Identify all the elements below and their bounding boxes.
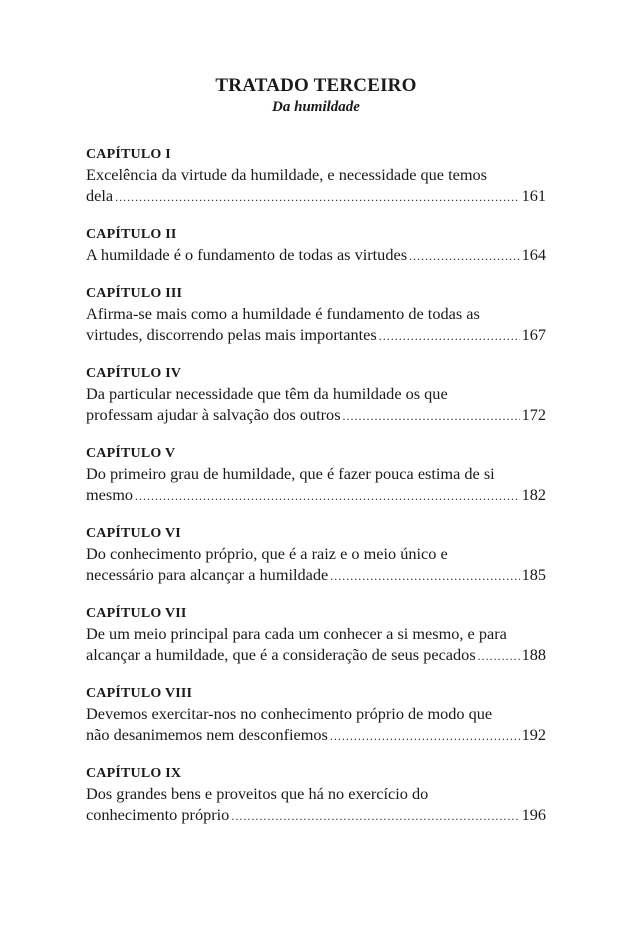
- chapter-entry: [86, 605, 546, 667]
- chapter-entry: [86, 445, 546, 507]
- chapter-title-line-with-page: [86, 484, 546, 507]
- chapter-title-text: necessário para alcançar a humildade: [86, 565, 329, 584]
- chapter-entry: [86, 285, 546, 347]
- dot-leader: [478, 646, 520, 667]
- dot-leader: [330, 566, 519, 587]
- chapter-label: CAPÍTULO II: [86, 227, 177, 242]
- page-number: 182: [521, 485, 546, 504]
- table-of-contents: [86, 74, 546, 845]
- chapter-title-line-with-page: [86, 564, 546, 587]
- dot-leader: [231, 806, 519, 827]
- chapter-title-line: Do conhecimento próprio, que é a raiz e o meio único e: [86, 544, 448, 563]
- treatise-title: TRATADO TERCEIRO: [215, 75, 417, 96]
- chapter-title-line-with-page: [86, 324, 546, 347]
- chapter-title-line: Afirma-se mais como a humildade é fundamento de todas as: [86, 304, 480, 323]
- chapter-title-text: virtudes, discorrendo pelas mais importantes: [86, 325, 377, 344]
- chapter-label: CAPÍTULO VI: [86, 526, 181, 541]
- chapter-label: CAPÍTULO I: [86, 147, 171, 162]
- chapter-entry: [86, 365, 546, 427]
- chapter-title-text: dela: [86, 186, 114, 205]
- chapter-entry: [86, 525, 546, 587]
- page-number: 192: [521, 725, 546, 744]
- chapter-title-line: De um meio principal para cada um conhecer a si mesmo, e para: [86, 624, 507, 643]
- page-number: 167: [521, 325, 546, 344]
- dot-leader: [330, 726, 520, 747]
- dot-leader: [343, 406, 520, 427]
- dot-leader: [115, 187, 519, 208]
- page-number: 161: [521, 186, 546, 205]
- dot-leader: [409, 246, 520, 267]
- chapter-title-line-with-page: [86, 185, 546, 208]
- chapter-title-text: alcançar a humildade, que é a consideração de seus pecados: [86, 645, 476, 664]
- dot-leader: [379, 326, 520, 347]
- chapter-title-text: mesmo: [86, 485, 134, 504]
- chapter-entry: [86, 685, 546, 747]
- dot-leader: [135, 486, 520, 507]
- treatise-header: [86, 74, 546, 116]
- chapter-title-line-with-page: [86, 644, 546, 667]
- chapter-title-text: conhecimento próprio: [86, 805, 230, 824]
- chapter-label: CAPÍTULO V: [86, 446, 176, 461]
- page-number: 188: [521, 645, 546, 664]
- chapter-title-line-with-page: [86, 804, 546, 827]
- chapter-title-line-with-page: [86, 244, 546, 267]
- chapter-title-text: não desanimemos nem desconfiemos: [86, 725, 328, 744]
- chapter-title-line: Devemos exercitar-nos no conhecimento próprio de modo que: [86, 704, 493, 723]
- chapter-label: CAPÍTULO IX: [86, 766, 182, 781]
- chapter-entry: [86, 226, 546, 267]
- page-number: 164: [521, 245, 546, 264]
- chapter-title-line-with-page: [86, 404, 546, 427]
- chapter-title-text: A humildade é o fundamento de todas as virtudes: [86, 245, 408, 264]
- chapter-title-line: Dos grandes bens e proveitos que há no exercício do: [86, 784, 429, 803]
- treatise-subtitle: Da humildade: [272, 99, 360, 115]
- chapter-label: CAPÍTULO VIII: [86, 686, 193, 701]
- page-number: 196: [521, 805, 546, 824]
- chapter-title-line: Excelência da virtude da humildade, e necessidade que temos: [86, 165, 487, 184]
- chapter-label: CAPÍTULO III: [86, 286, 183, 301]
- chapter-title-line: Do primeiro grau de humildade, que é fazer pouca estima de si: [86, 464, 495, 483]
- chapter-title-line-with-page: [86, 724, 546, 747]
- chapter-entry: [86, 146, 546, 208]
- chapter-title-line: Da particular necessidade que têm da humildade os que: [86, 384, 448, 403]
- chapter-entry: [86, 765, 546, 827]
- chapter-label: CAPÍTULO IV: [86, 366, 182, 381]
- chapter-list: [86, 146, 546, 827]
- chapter-title-text: professam ajudar à salvação dos outros: [86, 405, 341, 424]
- page-number: 185: [521, 565, 546, 584]
- chapter-label: CAPÍTULO VII: [86, 606, 187, 621]
- page-number: 172: [521, 405, 546, 424]
